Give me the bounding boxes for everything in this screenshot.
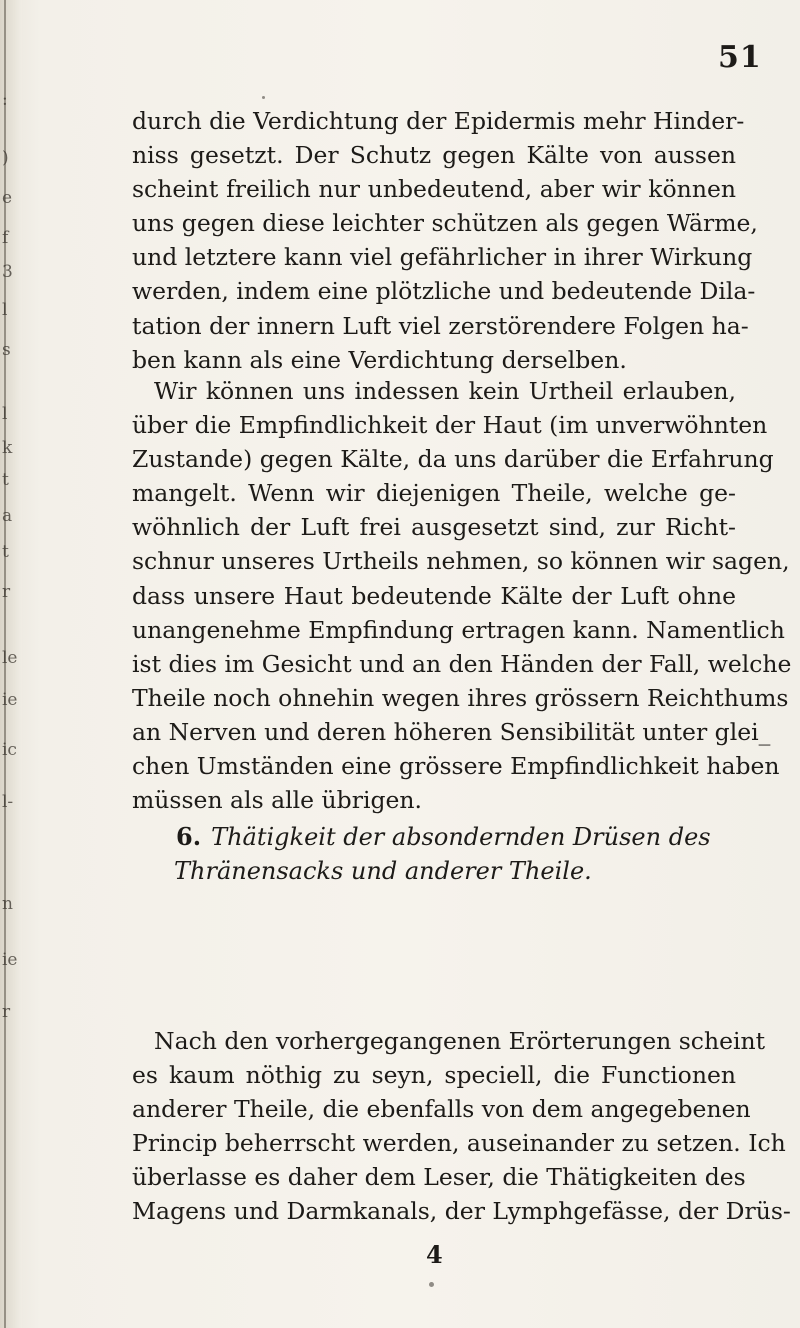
text-line: durch die Verdichtung der Epidermis mehr Hinder- xyxy=(132,107,745,135)
text-line: werden, indem eine plötzliche und bedeutende Dila- xyxy=(132,277,756,306)
text-line: anderer Theile, die ebenfalls von dem angegebenen xyxy=(132,1095,751,1124)
text-line: es kaum nöthig zu seyn, speciell, die Functionen xyxy=(132,1061,736,1090)
margin-fragment: l xyxy=(2,300,8,320)
paragraph-2 xyxy=(132,374,792,817)
text-line: niss gesetzt. Der Schutz gegen Kälte von aussen xyxy=(132,141,736,170)
text-line: und letztere kann viel gefährlicher in ihrer Wirkung xyxy=(132,243,753,272)
margin-fragment: 3 xyxy=(2,262,13,282)
ink-speck xyxy=(429,1282,434,1287)
text-line: scheint freilich nur unbedeutend, aber wir können xyxy=(132,175,736,204)
section-heading xyxy=(132,820,736,888)
ink-speck xyxy=(262,96,265,99)
paragraph-3 xyxy=(132,1024,791,1229)
margin-fragment: e xyxy=(2,188,13,208)
text-line: dass unsere Haut bedeutende Kälte der Luft ohne xyxy=(132,581,736,610)
margin-fragment: l- xyxy=(2,792,14,812)
paragraph-1 xyxy=(132,104,758,377)
page-number: 51 xyxy=(718,40,762,75)
text-line: ben kann als eine Verdichtung derselben. xyxy=(132,345,627,374)
margin-fragment: t xyxy=(2,470,9,490)
text-line: Theile noch ohnehin wegen ihres grössern Reichthums xyxy=(132,683,789,712)
text-line: wöhnlich der Luft frei ausgesetzt sind, zur Richt- xyxy=(132,513,736,542)
margin-fragment: s xyxy=(2,340,11,360)
margin-fragment: a xyxy=(2,506,13,526)
text-line: Wir können uns indessen kein Urtheil erlauben, xyxy=(154,377,736,405)
text-line: uns gegen diese leichter schützen als gegen Wärme, xyxy=(132,209,758,238)
margin-fragment: ie xyxy=(2,690,18,710)
section-number: 6. xyxy=(176,822,202,851)
section-title-line-1: Thätigkeit der absondernden Drüsen des xyxy=(211,823,711,851)
text-line: unangenehme Empfindung ertragen kann. Namentlich xyxy=(132,615,785,644)
text-line: über die Empfindlichkeit der Haut (im unverwöhnten xyxy=(132,411,768,440)
margin-fragment: r xyxy=(2,582,11,602)
margin-fragment: r xyxy=(2,1002,11,1022)
margin-fragment: l xyxy=(2,404,8,424)
margin-fragment: ic xyxy=(2,740,17,760)
text-line: ist dies im Gesicht und an den Händen der Fall, welche xyxy=(132,649,792,678)
text-line: müssen als alle übrigen. xyxy=(132,786,423,815)
margin-fragment: ) xyxy=(2,148,9,168)
margin-fragment: : xyxy=(2,90,8,110)
signature-mark: 4 xyxy=(426,1240,443,1269)
margin-fragment: le xyxy=(2,648,18,668)
text-line: mangelt. Wenn wir diejenigen Theile, welche ge- xyxy=(132,479,736,508)
text-line: Princip beherrscht werden, auseinander zu setzen. Ich xyxy=(132,1129,786,1158)
text-line: tation der innern Luft viel zerstörendere Folgen ha- xyxy=(132,311,749,340)
text-line: chen Umständen eine grössere Empfindlichkeit haben xyxy=(132,752,780,781)
text-line: Magens und Darmkanals, der Lymphgefässe, der Drüs- xyxy=(132,1197,791,1226)
text-line: überlasse es daher dem Leser, die Thätigkeiten des xyxy=(132,1163,746,1192)
margin-fragment: n xyxy=(2,894,13,914)
text-line: Zustande) gegen Kälte, da uns darüber die Erfahrung xyxy=(132,445,774,474)
margin-fragment: k xyxy=(2,438,13,458)
section-title-line-2: Thränensacks und anderer Theile. xyxy=(174,857,592,885)
margin-fragment: ie xyxy=(2,950,18,970)
margin-fragment: t xyxy=(2,542,9,562)
text-line: Nach den vorhergegangenen Erörterungen scheint xyxy=(154,1027,766,1055)
margin-fragment: f xyxy=(2,228,9,248)
text-line: an Nerven und deren höheren Sensibilität unter glei_ xyxy=(132,717,771,746)
text-line: schnur unseres Urtheils nehmen, so können wir sagen, xyxy=(132,547,790,576)
